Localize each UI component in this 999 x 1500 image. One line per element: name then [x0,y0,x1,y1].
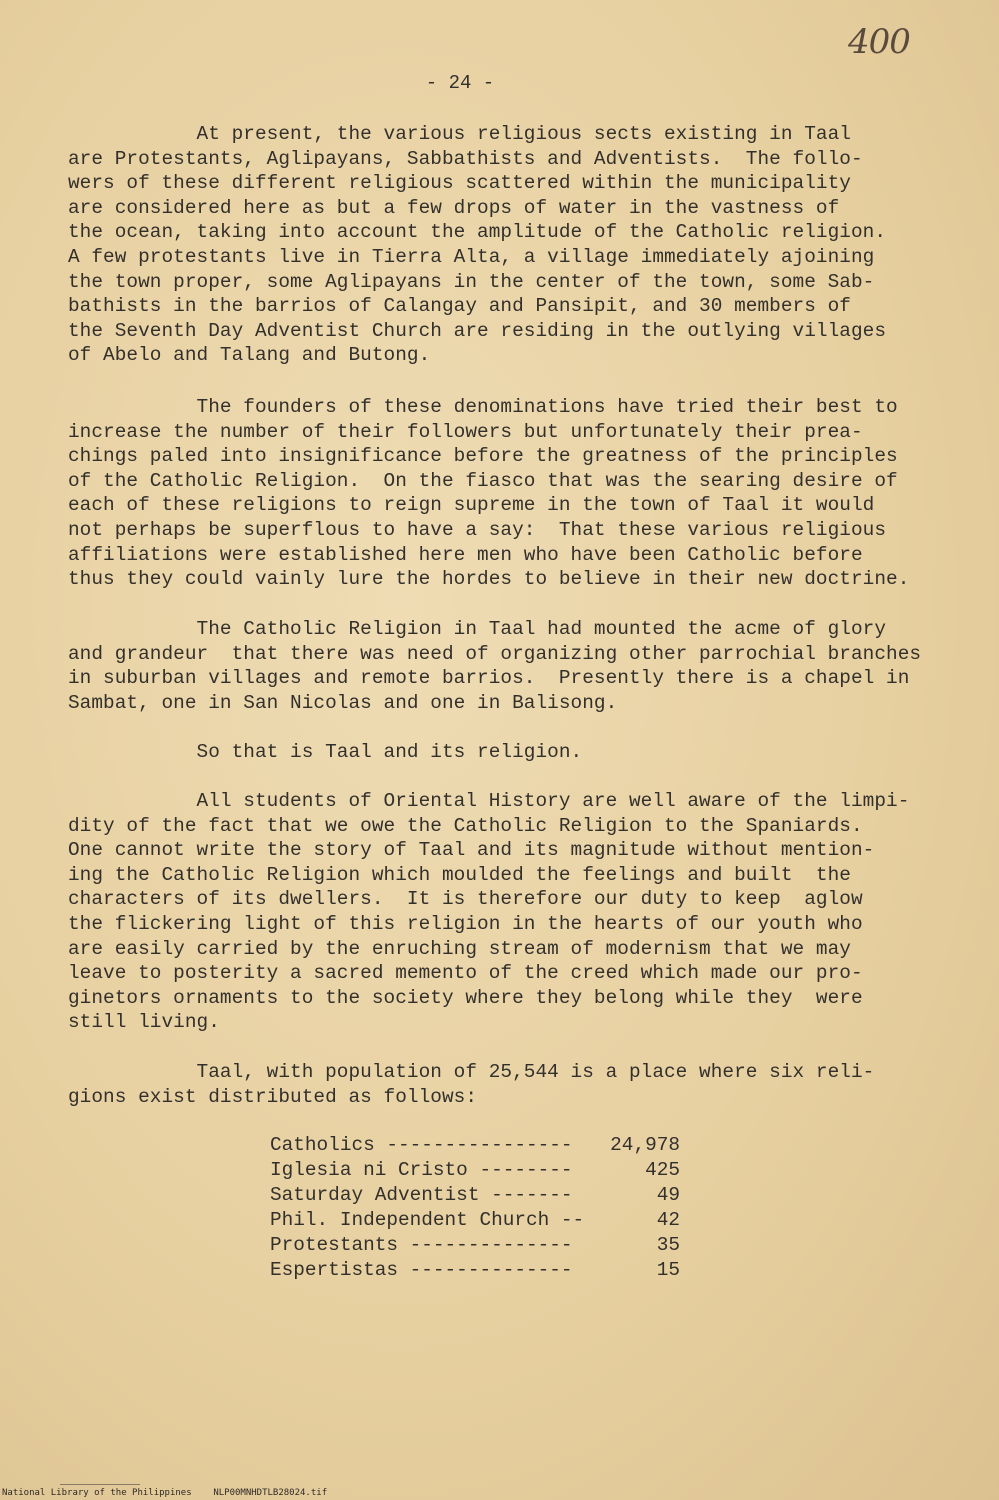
paragraph-taal-religion [68,740,958,765]
text-line: are considered here as but a few drops of water in the vastness of [68,196,840,219]
text-line: bathists in the barrios of Calangay and Pansipit, and 30 members of [68,295,851,318]
paragraph-population [68,1060,958,1109]
text-line: characters of its dwellers. It is therefore our duty to keep aglow [68,888,863,911]
text-line: are Protestants, Aglipayans, Sabbathists and Adventists. The follo- [68,147,863,170]
text-line: Taal, with population of 25,544 is a place where six reli- [68,1061,875,1083]
religion-count: 15 [656,1259,680,1281]
paragraph-denomination-founders [68,395,958,592]
text-line: of the Catholic Religion. On the fiasco that was the searing desire of [68,469,898,492]
text-line: So that is Taal and its religion. [68,741,583,763]
text-line: not perhaps be superflous to have a say: That these various religious [68,518,887,541]
text-line: wers of these different religious scattered within the municipality [68,172,851,195]
text-line: still living. [68,1011,220,1034]
text-line: the ocean, taking into account the amplitude of the Catholic religion. [68,221,887,244]
religion-distribution-table [270,1133,680,1283]
text-line: Sambat, one in San Nicolas and one in Balisong. [68,691,618,714]
text-line: each of these religions to reign supreme in the town of Taal it would [68,494,875,517]
text-line: thus they could vainly lure the hordes to believe in their new doctrine. [68,568,910,591]
religion-name: Catholics ---------------- [270,1134,573,1156]
table-row [270,1258,680,1283]
paragraph-oriental-history [68,789,958,1035]
religion-count: 42 [656,1209,680,1231]
text-line: The Catholic Religion in Taal had mounted the acme of glory [68,618,887,640]
text-line: are easily carried by the enruching stream of modernism that we may [68,937,851,960]
table-row [270,1158,680,1183]
religion-count: 24,978 [610,1134,680,1156]
table-row [270,1233,680,1258]
text-line: in suburban villages and remote barrios. Presently there is a chapel in [68,667,910,690]
religion-count: 35 [656,1234,680,1256]
paragraph-religious-sects [68,122,958,368]
table-row [270,1133,680,1158]
religion-count: 49 [656,1184,680,1206]
footer-rule [60,1484,140,1485]
religion-name: Espertistas -------------- [270,1259,573,1281]
text-line: dity of the fact that we owe the Catholic Religion to the Spaniards. [68,814,863,837]
text-line: ing the Catholic Religion which moulded the feelings and built the [68,863,851,886]
page-number: - 24 - [425,72,495,94]
table-row [270,1183,680,1208]
text-line: One cannot write the story of Taal and its magnitude without mention- [68,839,875,862]
religion-count: 425 [645,1159,680,1181]
religion-name: Protestants -------------- [270,1234,573,1256]
text-line: the town proper, some Aglipayans in the center of the town, some Sab- [68,270,875,293]
text-line: and grandeur that there was need of organizing other parrochial branches [68,642,922,665]
footer-scan-label: National Library of the Philippines NLP00MNHDTLB28024.tif [2,1488,328,1498]
text-line: increase the number of their followers but unfortunately their prea- [68,420,863,443]
text-line: A few protestants live in Tierra Alta, a village immediately ajoining [68,245,875,268]
text-line: ginetors ornaments to the society where they belong while they were [68,986,863,1009]
religion-name: Saturday Adventist ------- [270,1184,573,1206]
text-line: leave to posterity a sacred memento of the creed which made our pro- [68,962,863,985]
text-line: At present, the various religious sects existing in Taal [68,123,851,145]
text-line: of Abelo and Talang and Butong. [68,344,431,367]
text-line: the Seventh Day Adventist Church are residing in the outlying villages [68,319,887,342]
text-line: All students of Oriental History are well aware of the limpi- [68,790,910,812]
text-line: the flickering light of this religion in the hearts of our youth who [68,912,863,935]
text-line: chings paled into insignificance before the greatness of the principles [68,445,898,468]
paragraph-catholic-glory [68,617,958,715]
table-row [270,1208,680,1233]
religion-name: Iglesia ni Cristo -------- [270,1159,573,1181]
text-line: affiliations were established here men who have been Catholic before [68,543,863,566]
text-line: The founders of these denominations have tried their best to [68,396,898,418]
religion-name: Phil. Independent Church -- [270,1209,585,1231]
handwritten-note: 400 [848,22,910,62]
text-line: gions exist distributed as follows: [68,1085,478,1108]
